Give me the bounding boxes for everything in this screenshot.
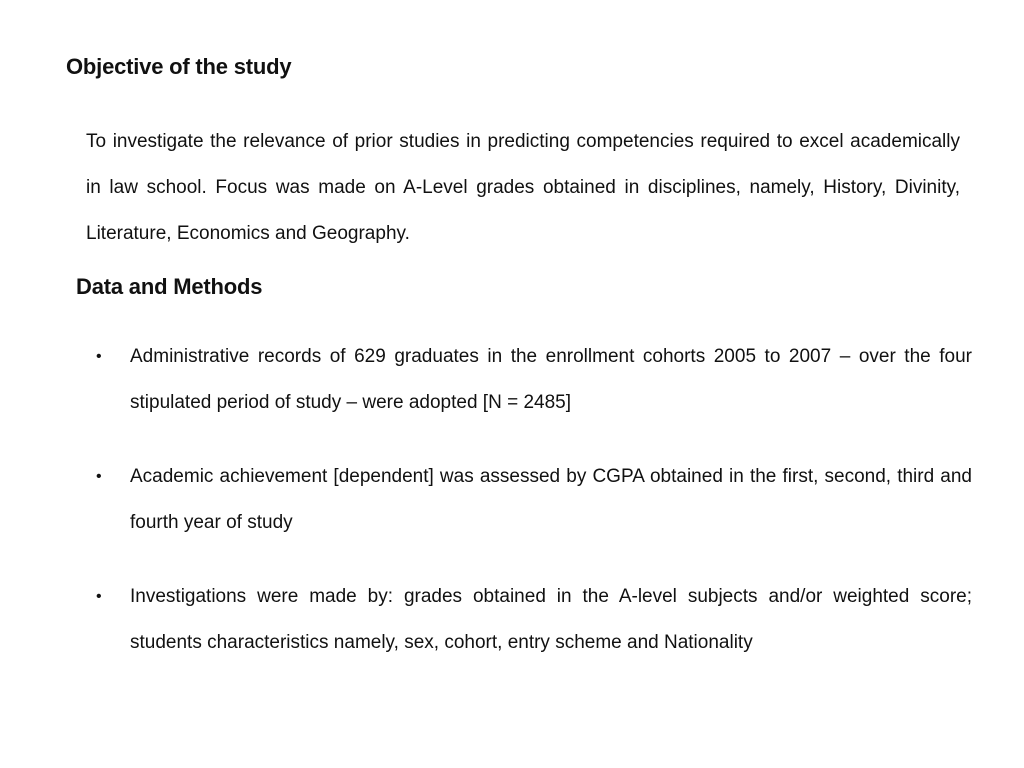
list-item — [96, 454, 972, 546]
list-item — [96, 574, 972, 666]
bullet-icon: • — [96, 588, 102, 605]
methods-bullet-list — [96, 334, 972, 694]
objective-heading: Objective of the study — [66, 54, 292, 79]
methods-heading: Data and Methods — [76, 274, 263, 299]
list-item-text: Investigations were made by: grades obtained in the A-level subjects and/or weighted score; students characteristics namely, sex, cohort, entry scheme and Nationality — [130, 586, 972, 653]
bullet-icon: • — [96, 348, 102, 365]
bullet-icon: • — [96, 468, 102, 485]
list-item-text: Academic achievement [dependent] was assessed by CGPA obtained in the first, second, third and fourth year of study — [130, 466, 972, 533]
list-item-text: Administrative records of 629 graduates in the enrollment cohorts 2005 to 2007 – over the four stipulated period of study – were adopted [N = 2485] — [130, 346, 972, 413]
objective-paragraph: To investigate the relevance of prior studies in predicting competencies required to excel academically in law school. Focus was made on A-Level grades obtained in disciplines, namely, History, Divinity, Literature, Economics and Geography. — [86, 131, 960, 244]
list-item — [96, 334, 972, 426]
